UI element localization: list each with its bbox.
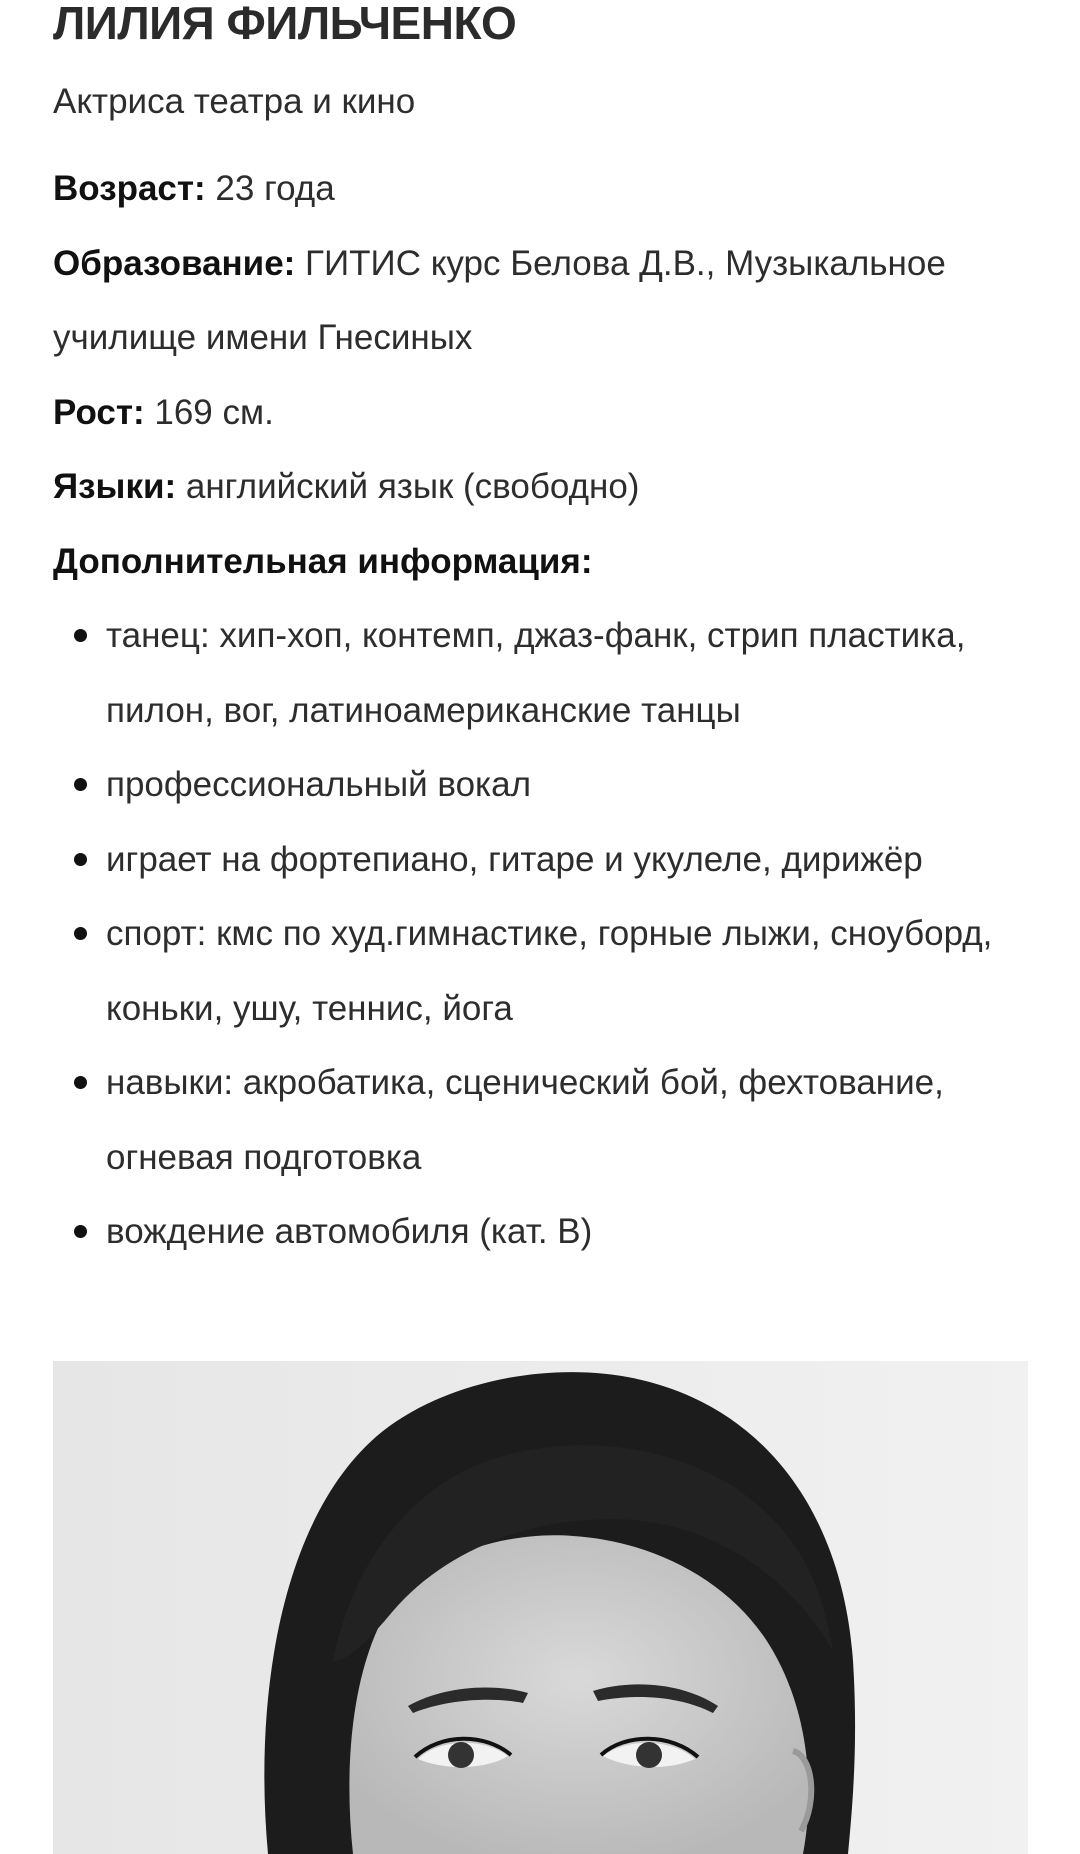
extra-info-list xyxy=(53,599,1033,1270)
languages-value: английский язык (свободно) xyxy=(176,467,640,506)
bullet-icon xyxy=(74,927,87,940)
list-item xyxy=(53,823,1066,898)
list-item xyxy=(53,748,1066,823)
list-item-text: вождение автомобиля (кат. B) xyxy=(106,1212,593,1251)
profile-content xyxy=(53,0,1033,1270)
list-item xyxy=(53,1046,1066,1195)
age-row xyxy=(53,152,1033,227)
list-item-text: спорт: кмс по худ.гимнастике, горные лыжи, сноуборд, коньки, ушу, теннис, йога xyxy=(106,914,993,1028)
bullet-icon xyxy=(74,778,87,791)
bullet-icon xyxy=(74,629,87,642)
height-label: Рост: xyxy=(53,392,145,432)
list-item-text: играет на фортепиано, гитаре и укулеле, дирижёр xyxy=(106,839,923,879)
height-value: 169 см. xyxy=(144,392,274,432)
languages-label: Языки: xyxy=(53,467,177,506)
list-item-text: танец: хип-хоп, контемп, джаз-фанк, стрип пластика, пилон, вог, латиноамериканские танцы xyxy=(106,616,966,730)
extra-info-label: Дополнительная информация: xyxy=(53,541,593,581)
list-item-text: профессиональный вокал xyxy=(106,765,532,804)
portrait-photo xyxy=(53,1361,1028,1854)
education-value: ГИТИС курс Белова Д.В., Музыкальное училище имени Гнесиных xyxy=(53,243,946,357)
actor-name: ЛИЛИЯ ФИЛЬЧЕНКО xyxy=(53,0,517,49)
list-item xyxy=(53,897,1066,1046)
education-label: Образование: xyxy=(53,243,296,283)
list-item-text: навыки: акробатика, сценический бой, фехтование, огневая подготовка xyxy=(106,1063,944,1177)
height-row xyxy=(53,376,1033,451)
languages-row xyxy=(53,450,1033,525)
actor-subtitle: Актриса театра и кино xyxy=(53,82,416,121)
age-value: 23 года xyxy=(205,169,335,208)
bullet-icon xyxy=(74,853,87,866)
portrait-illustration xyxy=(53,1361,1028,1854)
bullet-icon xyxy=(74,1076,87,1089)
list-item xyxy=(53,599,1066,748)
education-row xyxy=(53,227,1033,376)
age-label: Возраст: xyxy=(53,169,206,208)
bullet-icon xyxy=(74,1225,87,1238)
list-item xyxy=(53,1195,1066,1270)
